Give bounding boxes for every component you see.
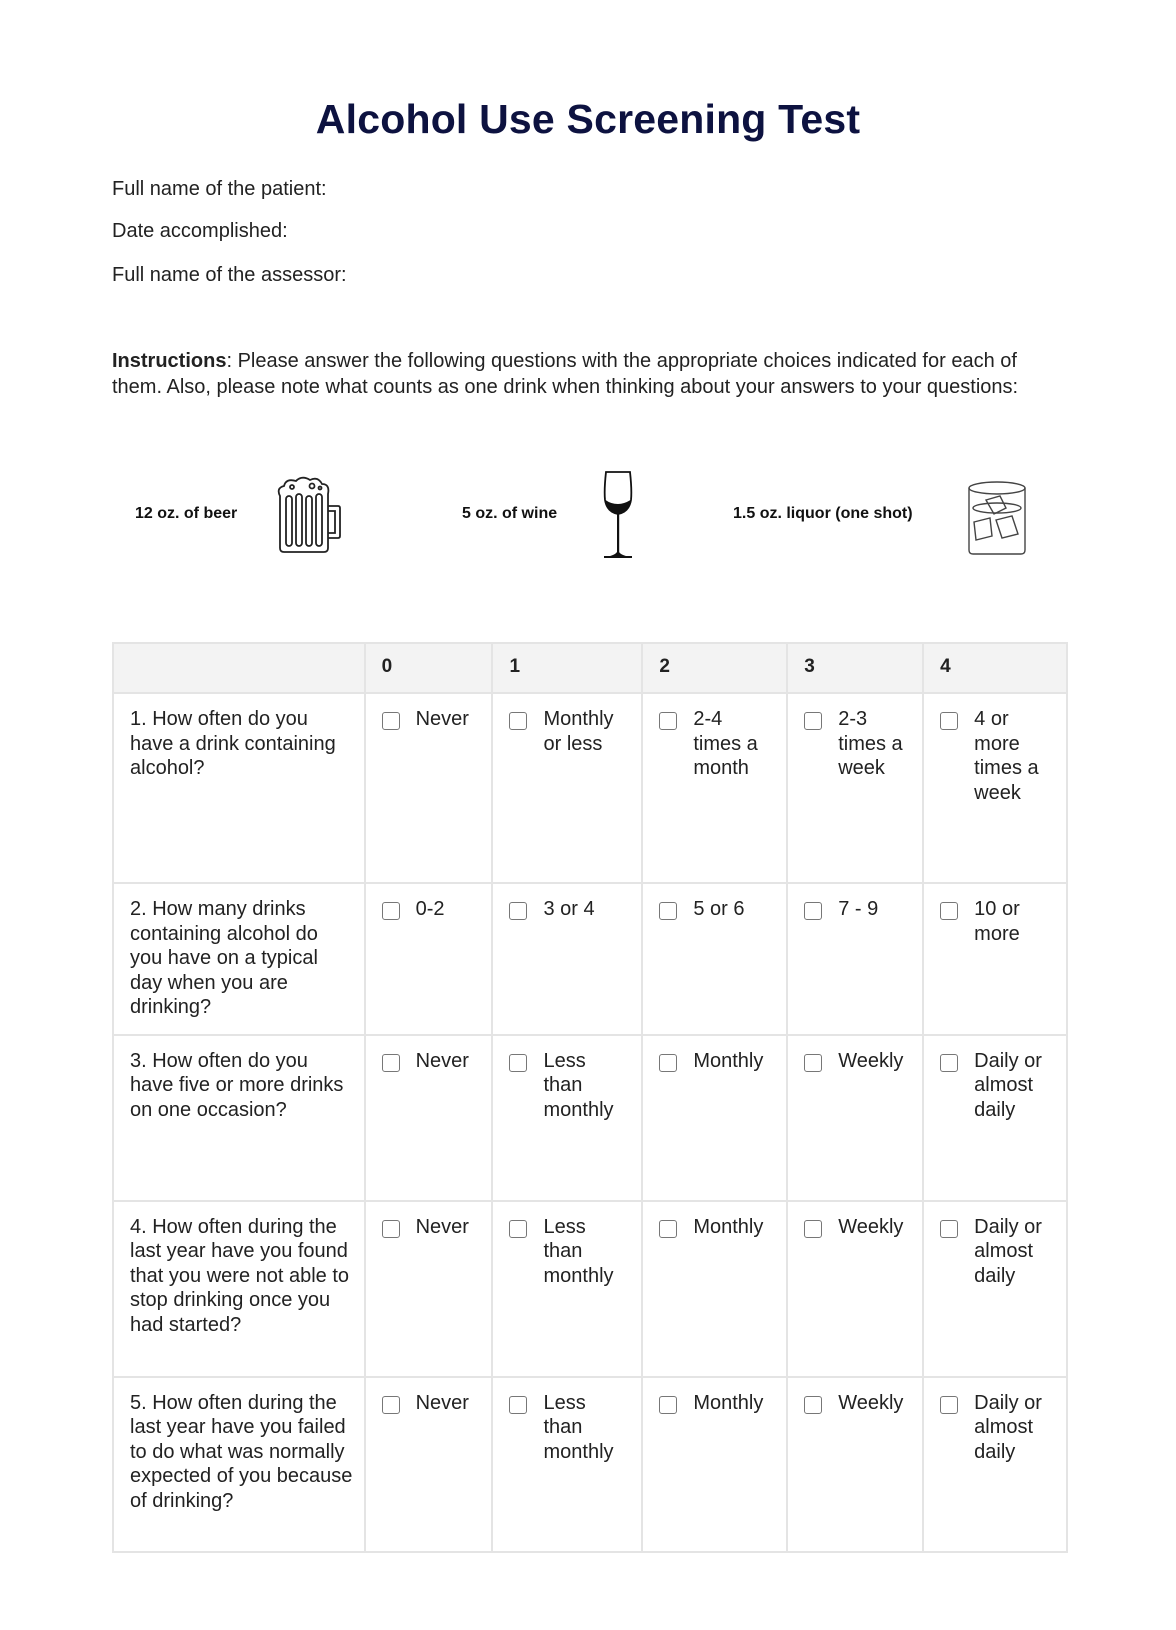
- option-cell: [492, 693, 642, 883]
- option[interactable]: [382, 1049, 478, 1074]
- option[interactable]: [382, 1215, 478, 1240]
- option[interactable]: [804, 1215, 908, 1240]
- option[interactable]: [659, 897, 772, 922]
- wine-glass-icon: [598, 470, 638, 560]
- checkbox[interactable]: [509, 1220, 527, 1238]
- header-score-3: 3: [787, 643, 923, 693]
- option-label: Monthly: [693, 1215, 764, 1238]
- table-header-row: [113, 643, 1067, 693]
- option[interactable]: [940, 1391, 1052, 1465]
- option-label: Weekly: [838, 1049, 904, 1072]
- option-label: Daily or almost daily: [974, 1049, 1042, 1121]
- option[interactable]: [382, 1391, 478, 1416]
- checkbox[interactable]: [804, 1396, 822, 1414]
- option[interactable]: [509, 1215, 627, 1289]
- option[interactable]: [940, 707, 1052, 805]
- option[interactable]: [659, 1049, 772, 1074]
- option-label: Weekly: [838, 1215, 904, 1238]
- option[interactable]: [804, 1049, 908, 1074]
- question-text: 5. How often during the last year have you failed to do what was normally expected of you because of drinking?: [113, 1377, 365, 1552]
- option-cell: [492, 1201, 642, 1377]
- option-cell: [642, 1377, 787, 1552]
- checkbox[interactable]: [382, 1396, 400, 1414]
- checkbox[interactable]: [659, 1054, 677, 1072]
- question-text: 2. How many drinks containing alcohol do you have on a typical day when you are drinking?: [113, 883, 365, 1035]
- checkbox[interactable]: [659, 1396, 677, 1414]
- table-row: [113, 1201, 1067, 1377]
- option-cell: [365, 693, 493, 883]
- checkbox[interactable]: [940, 712, 958, 730]
- option[interactable]: [382, 707, 478, 732]
- option-cell: [923, 1377, 1067, 1552]
- option-cell: [923, 1201, 1067, 1377]
- option-label: 2-4 times a month: [693, 708, 758, 779]
- checkbox[interactable]: [509, 712, 527, 730]
- option-cell: [642, 1035, 787, 1201]
- checkbox[interactable]: [382, 1220, 400, 1238]
- option-cell: [642, 1201, 787, 1377]
- assessor-name-field: Full name of the assessor:: [112, 264, 347, 286]
- header-score-0: 0: [365, 643, 493, 693]
- option-label: Never: [415, 708, 469, 730]
- option-cell: [787, 883, 923, 1035]
- checkbox[interactable]: [940, 1396, 958, 1414]
- instructions: [112, 348, 1057, 400]
- checkbox[interactable]: [659, 1220, 677, 1238]
- option-cell: [923, 883, 1067, 1035]
- option-label: Weekly: [838, 1391, 904, 1414]
- question-text: 4. How often during the last year have you found that you were not able to stop drinking once you had started?: [113, 1201, 365, 1377]
- option-label: Less than monthly: [543, 1391, 614, 1463]
- option[interactable]: [659, 1215, 772, 1240]
- header-score-1: 1: [492, 643, 642, 693]
- liquor-glass-icon: [962, 478, 1032, 558]
- option-cell: [365, 1035, 493, 1201]
- table-row: [113, 1377, 1067, 1552]
- option-label: Monthly: [693, 1049, 764, 1072]
- option[interactable]: [509, 1391, 627, 1465]
- option-label: Daily or almost daily: [974, 1215, 1042, 1287]
- checkbox[interactable]: [940, 1054, 958, 1072]
- checkbox[interactable]: [659, 902, 677, 920]
- option[interactable]: [940, 1215, 1052, 1289]
- option[interactable]: [804, 1391, 908, 1416]
- question-text: 1. How often do you have a drink containing alcohol?: [113, 693, 365, 883]
- option-label: 7 - 9: [838, 898, 879, 920]
- option-label: Less than monthly: [543, 1049, 614, 1121]
- table-row: [113, 693, 1067, 883]
- table-row: [113, 883, 1067, 1035]
- option-label: 0-2: [415, 898, 445, 920]
- table-row: [113, 1035, 1067, 1201]
- option-cell: [787, 1377, 923, 1552]
- checkbox[interactable]: [804, 1054, 822, 1072]
- option-cell: [642, 693, 787, 883]
- option-cell: [923, 693, 1067, 883]
- option-label: Never: [415, 1215, 469, 1238]
- option-cell: [642, 883, 787, 1035]
- option[interactable]: [940, 1049, 1052, 1123]
- checkbox[interactable]: [382, 712, 400, 730]
- date-accomplished-field: Date accomplished:: [112, 220, 288, 242]
- option[interactable]: [804, 897, 908, 922]
- option[interactable]: [509, 707, 627, 756]
- checkbox[interactable]: [382, 902, 400, 920]
- option-label: Daily or almost daily: [974, 1391, 1042, 1463]
- wine-label: 5 oz. of wine: [462, 505, 558, 522]
- header-score-4: 4: [923, 643, 1067, 693]
- option-label: Never: [415, 1049, 469, 1072]
- option[interactable]: [804, 707, 908, 781]
- instructions-heading: Instructions: [112, 350, 227, 372]
- header-score-2: 2: [642, 643, 787, 693]
- checkbox[interactable]: [804, 1220, 822, 1238]
- checkbox[interactable]: [804, 712, 822, 730]
- option-label: 2-3 times a week: [838, 708, 903, 779]
- checkbox[interactable]: [940, 1220, 958, 1238]
- option[interactable]: [509, 1049, 627, 1123]
- option-cell: [787, 693, 923, 883]
- option-label: Monthly or less: [543, 708, 614, 755]
- screening-table: [112, 642, 1068, 1553]
- option-cell: [365, 883, 493, 1035]
- beer-mug-icon: [272, 474, 342, 554]
- page-title: Alcohol Use Screening Test: [315, 96, 861, 142]
- option-label: 3 or 4: [543, 898, 595, 920]
- checkbox[interactable]: [940, 902, 958, 920]
- checkbox[interactable]: [509, 902, 527, 920]
- option-label: 5 or 6: [693, 898, 745, 920]
- instructions-text: : Please answer the following questions with the appropriate choices indicated for each of them. Also, please note what counts as one drink when thinking about your answers to your questions:: [112, 350, 1019, 398]
- option-cell: [492, 1377, 642, 1552]
- option-cell: [787, 1035, 923, 1201]
- patient-name-field: Full name of the patient:: [112, 178, 327, 200]
- option[interactable]: [509, 897, 627, 922]
- option-cell: [365, 1377, 493, 1552]
- option-cell: [923, 1035, 1067, 1201]
- option[interactable]: [382, 897, 478, 922]
- checkbox[interactable]: [509, 1054, 527, 1072]
- checkbox[interactable]: [509, 1396, 527, 1414]
- option-label: Never: [415, 1391, 469, 1414]
- checkbox[interactable]: [659, 712, 677, 730]
- option-label: 10 or more: [974, 898, 1020, 945]
- header-question: [113, 643, 365, 693]
- option-cell: [365, 1201, 493, 1377]
- option-label: Monthly: [693, 1391, 764, 1414]
- checkbox[interactable]: [382, 1054, 400, 1072]
- option-cell: [492, 1035, 642, 1201]
- option-cell: [492, 883, 642, 1035]
- liquor-label: 1.5 oz. liquor (one shot): [733, 505, 913, 522]
- option-label: Less than monthly: [543, 1215, 614, 1287]
- question-text: 3. How often do you have five or more drinks on one occasion?: [113, 1035, 365, 1201]
- option[interactable]: [659, 1391, 772, 1416]
- option-label: 4 or more times a week: [974, 708, 1039, 804]
- option[interactable]: [659, 707, 772, 781]
- option-cell: [787, 1201, 923, 1377]
- beer-label: 12 oz. of beer: [135, 505, 238, 522]
- checkbox[interactable]: [804, 902, 822, 920]
- option[interactable]: [940, 897, 1052, 946]
